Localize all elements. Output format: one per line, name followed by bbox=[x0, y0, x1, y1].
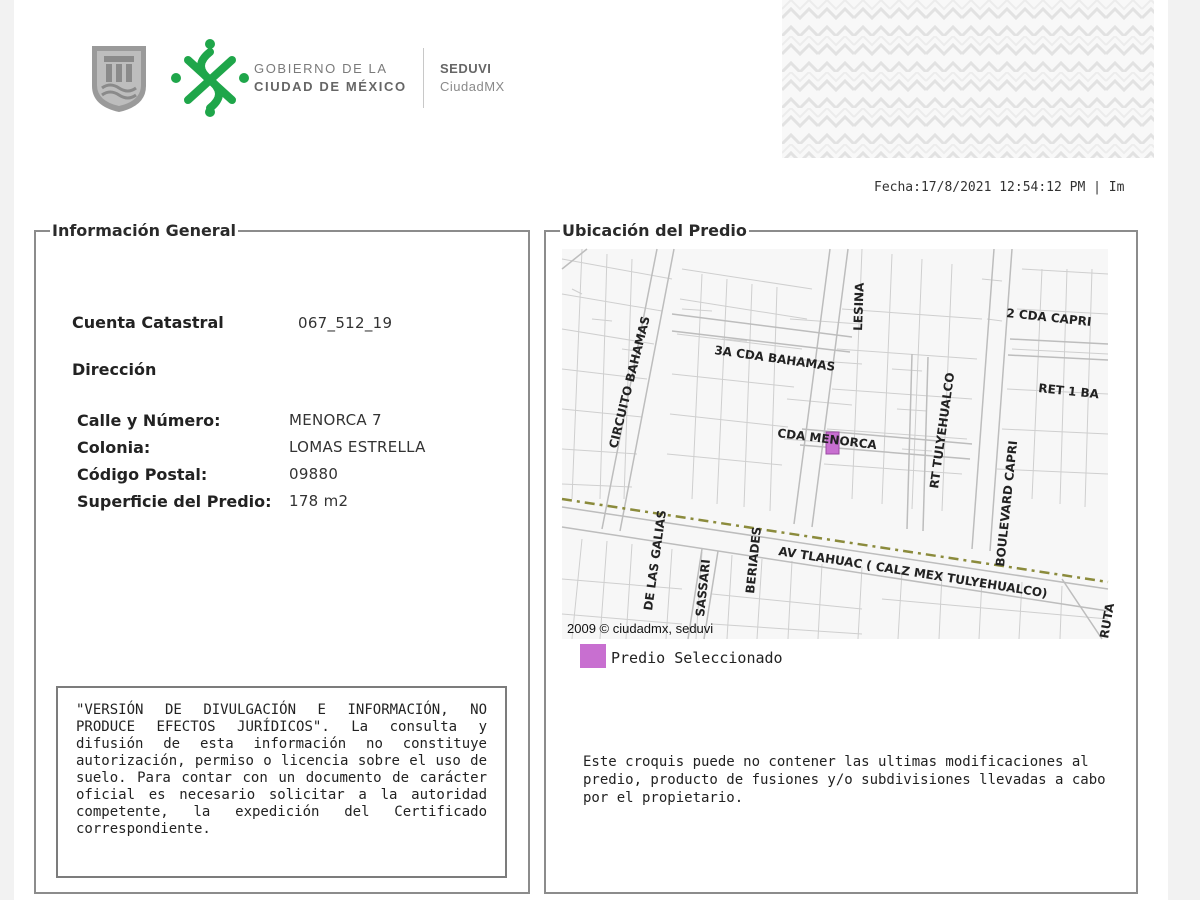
map-label-ruta: RUTA bbox=[1097, 602, 1118, 640]
gov-line-1: GOBIERNO DE LA bbox=[254, 61, 388, 76]
map-copyright: 2009 © ciudadmx, seduvi bbox=[567, 621, 714, 636]
map-label-circuito-bahamas: CIRCUITO BAHAMAS bbox=[606, 314, 653, 450]
seduvi-line-1: SEDUVI bbox=[440, 61, 492, 76]
report-date: Fecha:17/8/2021 12:54:12 PM | Im bbox=[874, 180, 1125, 195]
map-label-2-cda-capri: 2 CDA CAPRI bbox=[1005, 306, 1093, 329]
map-disclaimer-note: Este croquis puede no contener las ultimas modificaciones al predio, producto de fusiones y/o subdivisiones llevadas a cabo por el propietario. bbox=[583, 754, 1106, 806]
disclaimer-box: "VERSIÓN DE DIVULGACIÓN E INFORMACIÓN, NO PRODUCE EFECTOS JURÍDICOS". La consulta y difusión de esta información no constituye autorización, permiso o licencia sobre el uso de suelo. Para contar con un documento de carácter oficial es necesario solicitar a la autoridad competente, la expedición del Certificado correspondiente. bbox=[56, 686, 507, 878]
ubicacion-legend: Ubicación del Predio bbox=[562, 221, 747, 240]
cdmx-coat-of-arms-logo bbox=[88, 42, 150, 118]
predio-legend-label: Predio Seleccionado bbox=[611, 649, 783, 667]
colonia-label: Colonia: bbox=[77, 438, 151, 457]
location-map[interactable] bbox=[562, 249, 1118, 640]
cdmx-green-knot-logo bbox=[170, 38, 250, 122]
map-label-boulevard-capri: BOULEVARD CAPRI bbox=[993, 439, 1021, 568]
superficie-value: 178 m2 bbox=[289, 492, 349, 510]
map-label-de-las-galias: DE LAS GALIAS bbox=[641, 509, 670, 612]
seduvi-name bbox=[440, 60, 505, 96]
map-label-cda-menorca: CDA MENORCA bbox=[776, 426, 878, 453]
calle-value: MENORCA 7 bbox=[289, 411, 382, 429]
header-divider bbox=[423, 48, 424, 108]
gov-line-2: CIUDAD DE MÉXICO bbox=[254, 79, 407, 94]
header-pattern-decoration bbox=[782, 0, 1154, 158]
map-label-ret-1: RET 1 BA bbox=[1037, 381, 1100, 402]
map-label-rt-tulyehualco: RT TULYEHUALCO bbox=[927, 371, 958, 490]
map-label-beriades: BERIADES bbox=[743, 526, 765, 595]
map-label-sassari: SASSARI bbox=[693, 558, 714, 618]
info-general-legend: Información General bbox=[52, 221, 236, 240]
codigo-postal-label: Código Postal: bbox=[77, 465, 208, 484]
colonia-value: LOMAS ESTRELLA bbox=[289, 438, 426, 456]
map-label-lesina: LESINA bbox=[851, 282, 867, 332]
map-label-3a-cda-bahamas: 3A CDA BAHAMAS bbox=[713, 343, 837, 374]
government-name bbox=[254, 60, 407, 96]
seduvi-line-2: CiudadMX bbox=[440, 79, 505, 94]
codigo-postal-value: 09880 bbox=[289, 465, 339, 483]
predio-legend-swatch bbox=[580, 644, 606, 668]
direccion-label: Dirección bbox=[72, 360, 157, 379]
calle-label: Calle y Número: bbox=[77, 411, 221, 430]
map-label-av-tlahuac: AV TLAHUAC ( CALZ MEX TULYEHUALCO) bbox=[777, 544, 1049, 601]
superficie-label: Superficie del Predio: bbox=[77, 492, 272, 511]
cuenta-catastral-label: Cuenta Catastral bbox=[72, 313, 224, 332]
cuenta-catastral-value: 067_512_19 bbox=[298, 314, 393, 332]
